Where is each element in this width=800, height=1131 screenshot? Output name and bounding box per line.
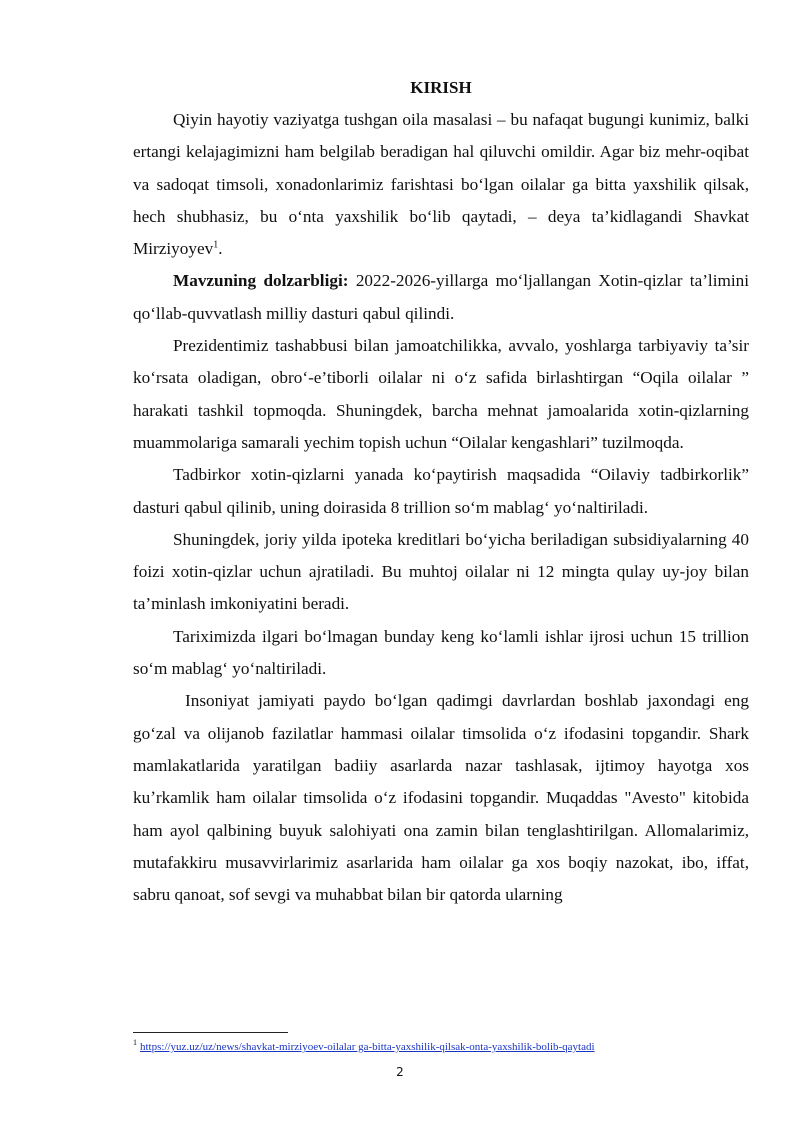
footnote-number: 1 [133,1038,137,1048]
body-text [133,104,749,911]
paragraph-entrepreneurship: Tadbirkor xotin-qizlarni yanada koʻpaytirish maqsadida “Oilaviy tadbirkorlik” dasturi qabul qilinib, uning doirasida 8 trillion soʻm mablagʻ yoʻnaltiriladi. [133,465,749,517]
page-number: 2 [396,1065,404,1079]
paragraph-relevance [133,265,749,330]
paragraph-intro-end: . [218,239,223,259]
paragraph-subsidies: Shuningdek, joriy yilda ipoteka kreditlari boʻyicha beriladigan subsidiyalarning 40 foizi xotin-qizlar uchun ajratiladi. Bu muhtoj oilalar ni 12 mingta qulay uy-joy bilan ta’minlash imkoniyatini beradi. [133,529,749,614]
paragraph-intro-text: Qiyin hayotiy vaziyatga tushgan oila masalasi – bu nafaqat bugungi kunimiz, balki ertangi kelajagimizni ham belgilab beradigan hal qiluvchi omildir. Agar biz mehr-oqibat va sadoqat timsoli, xonadonlarimiz farishtasi boʻlgan oilalar ga bitta yaxshilik qilsak, hech shubhasiz, bu oʻnta yaxshilik boʻlib qaytadi, – deya ta’kidlagandi Shavkat Mirziyoyev [133,110,749,259]
footnote [133,1039,773,1055]
paragraph-funding: Tariximizda ilgari boʻlmagan bunday keng koʻlamli ishlar ijrosi uchun 15 trillion soʻm mablagʻ yoʻnaltiriladi. [133,626,749,679]
footnote-divider [133,1032,288,1033]
paragraph-intro [133,104,749,265]
relevance-lead: Mavzuning dolzarbligi: [173,271,349,291]
paragraph-history: Insoniyat jamiyati paydo boʻlgan qadimgi davrlardan boshlab jaxondagi eng goʻzal va olijanob fazilatlar hammasi oilalar timsolida oʻz ifodasini topgandir. Shark mamlakatlarida yaratilgan badiiy asarlarda nazar tashlasak, ijtimoy hayotga xos kuʼrkamlik ham oilalar timsolida oʻz ifodasini topgandir. Muqaddas "Avesto" kitobida ham ayol qalbining buyuk salohiyati ona zamin bilan tenglashtirilgan. Allomalarimiz, mutafakkiru musavvirlarimiz asarlarida ham oilalar ga xos boqiy nazokat, ibo, iffat, sabru qanoat, sof sevgi va muhabbat bilan bir qatorda ularning [133,691,749,905]
paragraph-initiative: Prezidentimiz tashabbusi bilan jamoatchilikka, avvalo, yoshlarga tarbiyaviy ta’sir koʻrsata oladigan, obroʻ-e’tiborli oilalar ni oʻz safida birlashtirgan “Oqila oilalar ” harakati tashkil topmoqda. Shuningdek, barcha mehnat jamoalarida xotin-qizlarning muammolariga samarali yechim topish uchun “Oilalar kengashlari” tuzilmoqda. [133,336,749,452]
footnote-link[interactable]: https://yuz.uz/uz/news/shavkat-mirziyoev-oilalar ga-bitta-yaxshilik-qilsak-onta-yaxshilik-bolib-qaytadi [140,1041,595,1053]
footnote-reference[interactable]: 1 [213,239,219,251]
relevance-text: 2022-2026-yillarga moʻljallangan Xotin-qizlar ta’limini qoʻllab-quvvatlash milliy dasturi qabul qilindi. [133,271,749,323]
section-heading: KIRISH [410,78,472,97]
